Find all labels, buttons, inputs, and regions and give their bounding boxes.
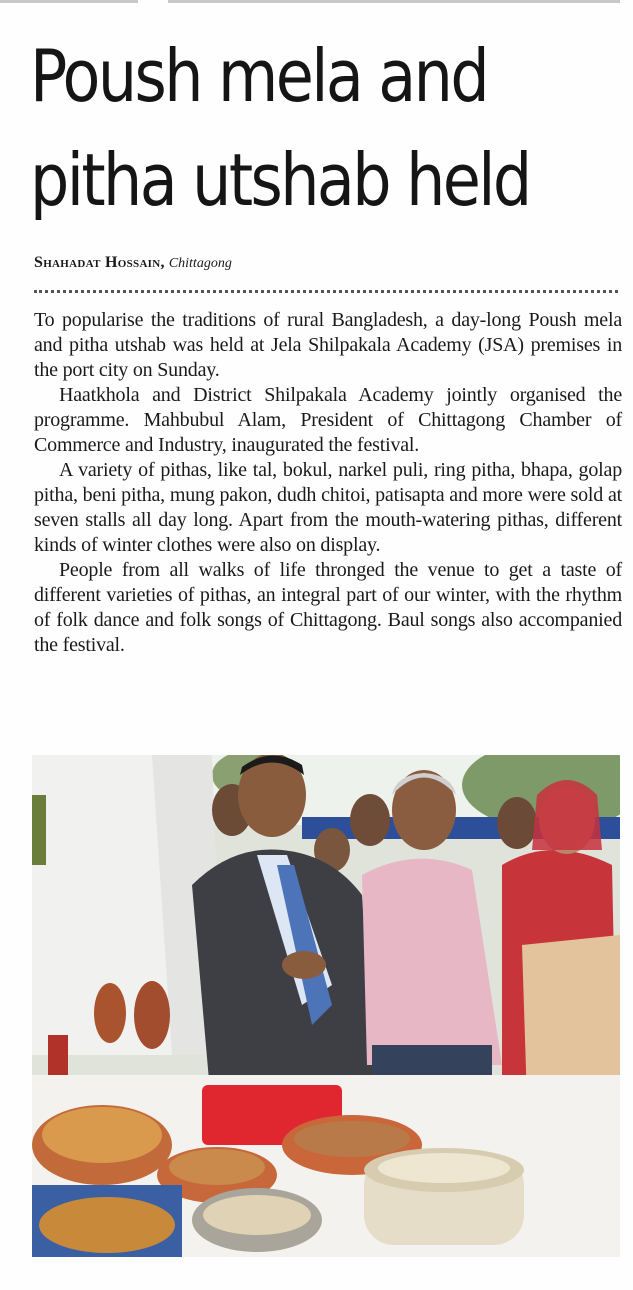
top-rule-left <box>0 0 138 3</box>
top-rule-right <box>168 0 620 3</box>
headline <box>30 24 546 232</box>
article-paragraph: A variety of pithas, like tal, bokul, narkel puli, ring pitha, bhapa, golap pitha, beni pitha, mung pakon, dudh chitoi, patisapta and more were sold at seven stalls all day long. Apart from the mouth-watering pithas, different kinds of winter clothes were also on display. <box>34 459 622 556</box>
article-photo <box>32 755 620 1257</box>
byline-author: Shahadat Hossain, <box>34 254 165 271</box>
dotted-divider <box>34 290 618 293</box>
article-paragraph: Haatkhola and District Shilpakala Academy jointly organised the programme. Mahbubul Alam, President of Chittagong Chamber of Commerce and Industry, inaugurated the festival. <box>34 384 622 456</box>
festival-photo-illustration <box>32 755 620 1257</box>
headline-line-1: Poush mela and <box>30 34 488 118</box>
byline <box>34 254 232 272</box>
article-paragraph: People from all walks of life thronged the venue to get a taste of different varieties of pithas, an integral part of our winter, with the rhythm of folk dance and folk songs of Chittagong. Baul songs also accompanied the festival. <box>34 559 622 656</box>
byline-location: Chittagong <box>168 256 232 271</box>
headline-line-2: pitha utshab held <box>30 138 530 222</box>
article-body <box>34 308 622 658</box>
article-paragraph: To popularise the traditions of rural Bangladesh, a day-long Poush mela and pitha utshab was held at Jela Shilpakala Academy (JSA) premises in the port city on Sunday. <box>34 309 622 381</box>
